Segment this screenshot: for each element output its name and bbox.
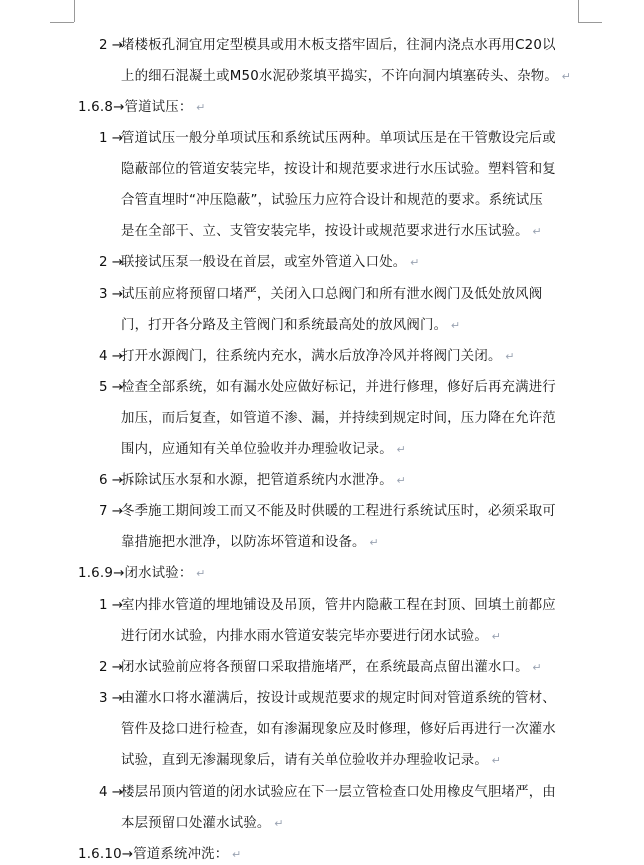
item-text-line: 围内，应通知有关单位验收并办理验收记录。 ↵ [121,442,406,457]
crop-mark-top-right [578,0,579,22]
item-text-line: 楼层吊顶内管道的闭水试验应在下一层立管检查口处用橡皮气胆堵严，由 [121,785,556,800]
item-number: 3 → [99,691,123,706]
item-text-line: 管道试压一般分单项试压和系统试压两种。单项试压是在干管敷设完后或 [121,131,556,146]
section-heading: 1.6.10→管道系统冲洗： ↵ [78,847,242,862]
paragraph-mark-icon: ↵ [528,225,542,238]
item-text-line: 管件及捻口进行检查，如有渗漏现象应及时修理，修好后再进行一次灌水 [121,722,556,737]
paragraph-mark-icon: ↵ [501,350,515,363]
section-heading: 1.6.9→闭水试验： ↵ [78,566,206,581]
item-text-line: 上的细石混凝土或M50水泥砂浆填平捣实，不许向洞内填塞砖头、杂物。 ↵ [121,69,572,84]
item-text-line: 本层预留口处灌水试验。 ↵ [121,816,284,831]
item-text-line: 堵楼板孔洞宜用定型模具或用木板支搭牢固后，往洞内浇点水再用C20以 [121,38,556,53]
section-heading: 1.6.8→管道试压： ↵ [78,100,206,115]
item-text-line: 合管直埋时“冲压隐蔽”，试验压力应符合设计和规范的要求。系统试压 [121,193,543,208]
paragraph-mark-icon: ↵ [192,567,206,580]
item-number: 4 → [99,785,123,800]
item-text-line: 是在全部干、立、支管安装完毕，按设计或规范要求进行水压试验。 ↵ [121,224,542,239]
item-text-line: 门，打开各分路及主管阀门和系统最高处的放风阀门。 ↵ [121,318,461,333]
item-text-line: 冬季施工期间竣工而又不能及时供暖的工程进行系统试压时，必须采取可 [121,504,556,519]
item-number: 4 → [99,349,123,364]
paragraph-mark-icon: ↵ [365,536,379,549]
item-text-line: 由灌水口将水灌满后，按设计或规范要求的规定时间对管道系统的管材、 [121,691,556,706]
paragraph-mark-icon: ↵ [392,474,406,487]
item-text-line: 试验，直到无渗漏现象后，请有关单位验收并办理验收记录。 ↵ [121,753,502,768]
paragraph-mark-icon: ↵ [270,817,284,830]
paragraph-mark-icon: ↵ [487,630,502,643]
item-number: 5 → [99,380,123,395]
item-text-line: 打开水源阀门，往系统内充水，满水后放净冷风并将阀门关闭。 ↵ [121,349,515,364]
item-number: 2 → [99,660,123,675]
item-number: 3 → [99,287,123,302]
paragraph-mark-icon: ↵ [406,256,420,269]
paragraph-mark-icon: ↵ [487,754,502,767]
paragraph-mark-icon: ↵ [392,443,406,456]
item-text-line: 联接试压泵一般设在首层，或室外管道入口处。 ↵ [121,255,420,270]
item-text-line: 检查全部系统，如有漏水处应做好标记，并进行修理，修好后再充满进行 [121,380,556,395]
item-number: 7 → [99,504,123,519]
item-text-line: 隐蔽部位的管道安装完毕，按设计和规范要求进行水压试验。塑料管和复 [121,162,556,177]
item-number: 2 → [99,38,123,53]
item-number: 1 → [99,131,123,146]
item-text-line: 闭水试验前应将各预留口采取措施堵严，在系统最高点留出灌水口。 ↵ [121,660,542,675]
item-text-line: 室内排水管道的埋地铺设及吊顶，管井内隐蔽工程在封顶、回填土前都应 [121,598,556,613]
item-text-line: 试压前应将预留口堵严，关闭入口总阀门和所有泄水阀门及低处放风阀 [121,287,543,302]
crop-mark-top-left [74,0,75,22]
paragraph-mark-icon: ↵ [228,848,242,861]
item-text-line: 拆除试压水泵和水源，把管道系统内水泄净。 ↵ [121,473,406,488]
crop-mark-top-left-h [50,22,74,23]
paragraph-mark-icon: ↵ [528,661,542,674]
item-number: 6 → [99,473,123,488]
item-text-line: 加压，而后复查，如管道不渗、漏，并持续到规定时间，压力降在允许范 [121,411,556,426]
paragraph-mark-icon: ↵ [557,70,572,83]
item-number: 1 → [99,598,123,613]
item-number: 2 → [99,255,123,270]
item-text-line: 进行闭水试验，内排水雨水管道安装完毕亦要进行闭水试验。 ↵ [121,629,502,644]
paragraph-mark-icon: ↵ [447,319,461,332]
item-text-line: 靠措施把水泄净，以防冻坏管道和设备。 ↵ [121,535,379,550]
crop-mark-top-right-h [578,22,602,23]
paragraph-mark-icon: ↵ [192,101,206,114]
